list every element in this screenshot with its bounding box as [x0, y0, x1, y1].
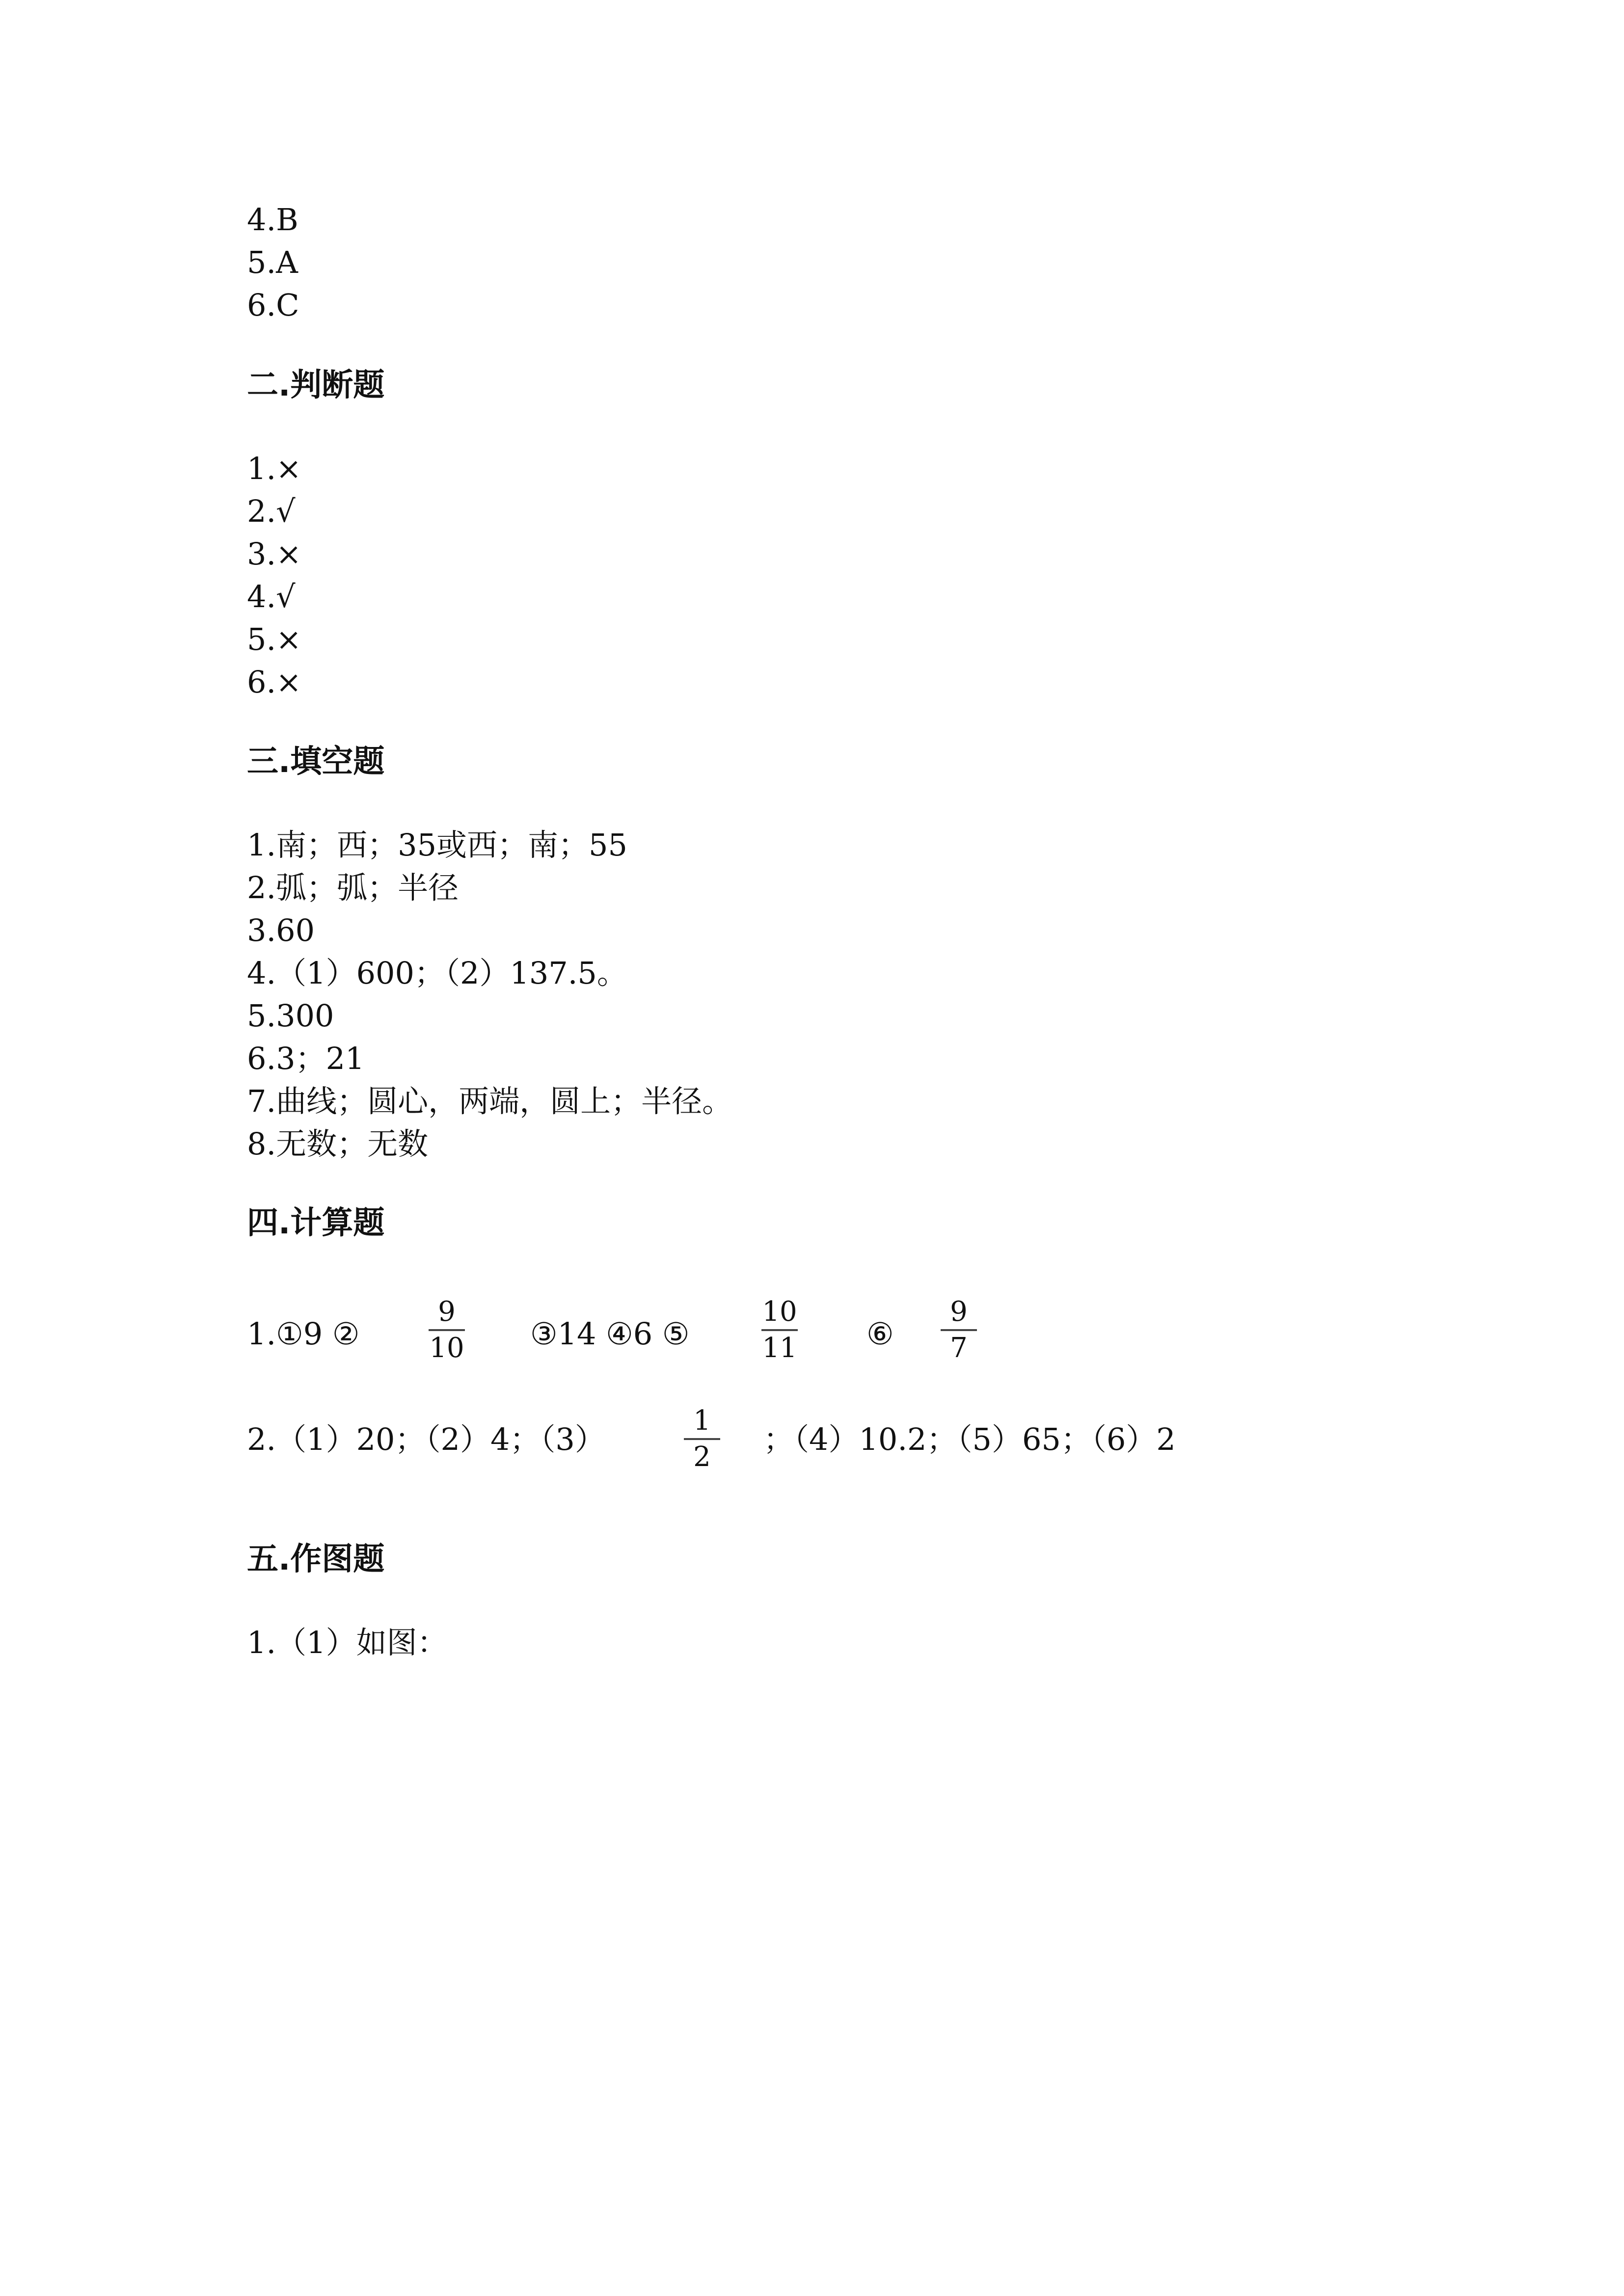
answer-line: 4.（1）600；（2）137.5。: [247, 955, 627, 991]
denominator: 7: [950, 1332, 968, 1364]
q1-mark-6: ⑥: [866, 1316, 894, 1352]
answer-line: 5.A: [247, 244, 298, 280]
fraction-9-10: [420, 1296, 474, 1364]
fraction-9-7: [932, 1296, 986, 1364]
fraction-1-2: [675, 1405, 729, 1473]
fraction-bar: [941, 1329, 977, 1331]
fraction-10-11: [753, 1296, 807, 1364]
denominator: 11: [762, 1332, 797, 1364]
section-heading: 三.填空题: [247, 744, 385, 780]
fraction-bar: [761, 1329, 798, 1331]
answer-line: 7.曲线；圆心，两端，圆上；半径。: [247, 1083, 733, 1119]
denominator: 10: [429, 1332, 464, 1364]
answer-line: 4.B: [247, 202, 298, 238]
answer-line: 6.C: [247, 287, 299, 323]
answer-line: 1.南；西；35或西；南；55: [247, 827, 627, 863]
fraction-bar: [684, 1438, 720, 1440]
numerator: 9: [950, 1296, 968, 1328]
answer-line: 2.√: [247, 493, 296, 529]
denominator: 2: [693, 1441, 711, 1473]
answer-line: 5.×: [247, 621, 302, 657]
answer-line: 3.60: [247, 912, 315, 948]
answer-line: 8.无数；无数: [247, 1126, 429, 1162]
answer-line: 2.弧；弧；半径: [247, 870, 459, 906]
answer-line: 4.√: [247, 579, 296, 614]
section-heading: 二.判断题: [247, 367, 385, 403]
answer-line: 1.×: [247, 451, 302, 486]
fraction-bar: [429, 1329, 465, 1331]
q1-prefix: 1.①9 ②: [247, 1316, 360, 1352]
answer-line: 6.3；21: [247, 1041, 365, 1076]
numerator: 1: [693, 1405, 711, 1437]
q2-prefix: 2.（1）20；（2）4；（3）: [247, 1421, 605, 1457]
answer-line: 1.（1）如图：: [247, 1625, 448, 1660]
numerator: 10: [762, 1296, 797, 1328]
section-heading: 四.计算题: [247, 1205, 385, 1241]
answer-line: 3.×: [247, 536, 302, 572]
answer-line: 5.300: [247, 998, 334, 1034]
numerator: 9: [438, 1296, 456, 1328]
q1-middle: ③14 ④6 ⑤: [530, 1316, 690, 1352]
answer-line: 6.×: [247, 664, 302, 700]
section-heading: 五.作图题: [247, 1541, 385, 1577]
q2-suffix: ；（4）10.2；（5）65；（6）2: [763, 1421, 1176, 1457]
